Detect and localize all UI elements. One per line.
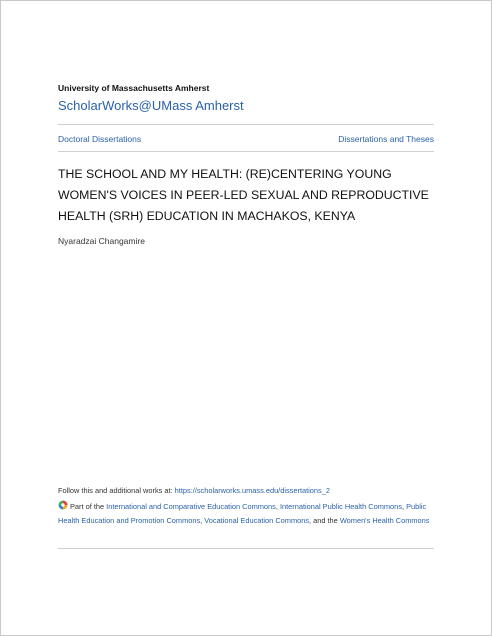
author-name: Nyaradzai Changamire [58, 236, 145, 246]
part-of-prefix: Part of the [70, 502, 107, 511]
follow-prefix: Follow this and additional works at: [58, 486, 175, 495]
commons-link-womens-health[interactable]: Women's Health Commons [339, 515, 430, 525]
collection-link-dissertations[interactable]: Dissertations and Theses [338, 134, 434, 144]
commons-separator: , [200, 515, 205, 525]
footer-divider [58, 548, 434, 549]
part-of-commons [58, 500, 438, 527]
header-divider [58, 124, 434, 125]
follow-line [58, 486, 330, 495]
collection-link-doctoral[interactable]: Doctoral Dissertations [58, 134, 142, 144]
title-line-3: HEALTH (SRH) EDUCATION IN MACHAKOS, KENYA [58, 209, 356, 223]
commons-link-vocational-education[interactable]: Vocational Education Commons [204, 515, 310, 525]
commons-link-intl-public-health[interactable]: International Public Health Commons [279, 502, 402, 511]
commons-and-the: , and the [309, 515, 340, 525]
title-line-1: THE SCHOOL AND MY HEALTH: (RE)CENTERING YOUNG [58, 167, 392, 181]
follow-url-link[interactable]: https://scholarworks.umass.edu/dissertations_2 [174, 486, 330, 495]
title-line-2: WOMEN'S VOICES IN PEER-LED SEXUAL AND REPRODUCTIVE [58, 188, 429, 202]
commons-separator: , [275, 502, 280, 511]
repository-link[interactable]: ScholarWorks@UMass Amherst [58, 98, 244, 113]
document-title [58, 164, 438, 227]
university-name: University of Massachusetts Amherst [58, 83, 210, 93]
collections-divider [58, 151, 434, 152]
commons-link-public-health-education[interactable]: Public Health Education and Promotion Commons [58, 502, 427, 525]
commons-link-intl-comparative-education[interactable]: International and Comparative Education Commons [106, 502, 276, 511]
commons-separator: , [401, 502, 407, 511]
digital-commons-network-icon [58, 500, 68, 510]
